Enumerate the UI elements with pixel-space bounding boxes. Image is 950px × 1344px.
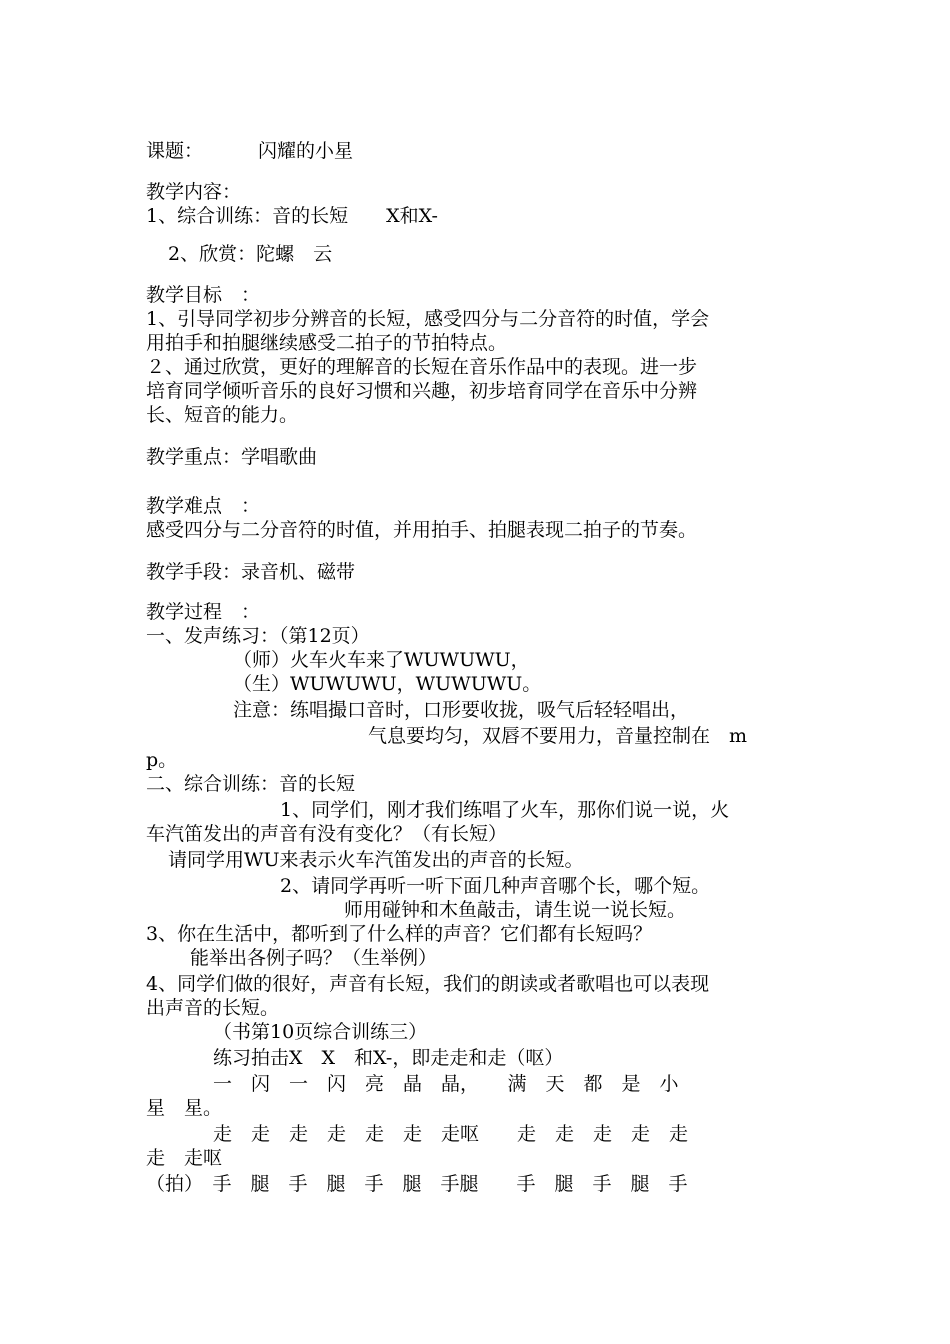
- clap-line: （拍） 手 腿 手 腿 手 腿 手腿 手 腿 手 腿 手: [146, 1173, 688, 1195]
- content-item-1: 1、综合训练：音的长短 X和X-: [146, 205, 438, 227]
- step-2-q1-line-1: 1、同学们，刚才我们练唱了火车，那你们说一说，火: [280, 799, 730, 821]
- step-2-heading: 二、综合训练：音的长短: [146, 773, 356, 795]
- step-1-note-3: p。: [146, 749, 178, 771]
- step-1-note-2: 气息要均匀，双唇不要用力，音量控制在 m: [368, 725, 748, 747]
- walk-line-2: 走 走呕: [146, 1147, 223, 1169]
- goal-1-line-1: 1、引导同学初步分辨音的长短，感受四分与二分音符的时值，学会: [146, 308, 710, 330]
- lyric-line-1: 一 闪 一 闪 亮 晶 晶， 满 天 都 是 小: [213, 1073, 679, 1095]
- step-1-note-1: 注意：练唱撮口音时，口形要收拢，吸气后轻轻唱出，: [233, 699, 690, 721]
- difficulty-heading: 教学难点 ：: [146, 495, 261, 517]
- goal-2-line-2: 培育同学倾听音乐的良好习惯和兴趣，初步培育同学在音乐中分辨: [146, 380, 698, 402]
- goals-heading: 教学目标 ：: [146, 284, 261, 306]
- lyric-line-2: 星 星。: [146, 1097, 223, 1119]
- step-1-student: （生）WUWUWU，WUWUWU。: [233, 673, 542, 695]
- step-1-teacher: （师）火车火车来了WUWUWU，: [233, 649, 530, 671]
- goal-2-line-3: 长、短音的能力。: [146, 404, 299, 426]
- step-2-q4-line-2: 出声音的长短。: [146, 997, 280, 1019]
- difficulty-text: 感受四分与二分音符的时值，并用拍手、拍腿表现二拍子的节奏。: [146, 519, 698, 541]
- step-2-q1-line-2: 车汽笛发出的声音有没有变化？（有长短）: [146, 823, 508, 845]
- content-heading: 教学内容：: [146, 181, 242, 203]
- step-2-q2-line-1: 2、请同学再听一听下面几种声音哪个长，哪个短。: [280, 875, 711, 897]
- walk-line-1: 走 走 走 走 走 走 走呕 走 走 走 走 走: [213, 1123, 689, 1145]
- step-1-heading: 一、发声练习：（第12页）: [146, 625, 370, 647]
- process-heading: 教学过程 ：: [146, 601, 261, 623]
- practice-instruction: 练习拍击X X 和X-，即走走和走（呕）: [213, 1047, 564, 1069]
- title-label: 课题：: [146, 140, 204, 162]
- teaching-means: 教学手段：录音机、磁带: [146, 561, 356, 583]
- step-2-q2-line-2: 师用碰钟和木鱼敲击，请生说一说长短。: [344, 899, 687, 921]
- content-item-2: 2、欣赏：陀螺 云: [168, 243, 333, 265]
- book-reference: （书第10页综合训练三）: [213, 1021, 428, 1043]
- step-2-q4-line-1: 4、同学们做的很好，声音有长短，我们的朗读或者歌唱也可以表现: [146, 973, 710, 995]
- goal-1-line-2: 用拍手和拍腿继续感受二拍子的节拍特点。: [146, 332, 508, 354]
- step-2-q3-line-1: 3、你在生活中，都听到了什么样的声音？它们都有长短吗？: [146, 923, 653, 945]
- step-2-q3-line-2: 能举出各例子吗？（生举例）: [190, 947, 438, 969]
- step-2-q1-line-3: 请同学用WU来表示火车汽笛发出的声音的长短。: [168, 849, 584, 871]
- title-value: 闪耀的小星: [258, 140, 354, 162]
- key-point: 教学重点：学唱歌曲: [146, 446, 318, 468]
- goal-2-line-1: ２、通过欣赏，更好的理解音的长短在音乐作品中的表现。进一步: [146, 356, 698, 378]
